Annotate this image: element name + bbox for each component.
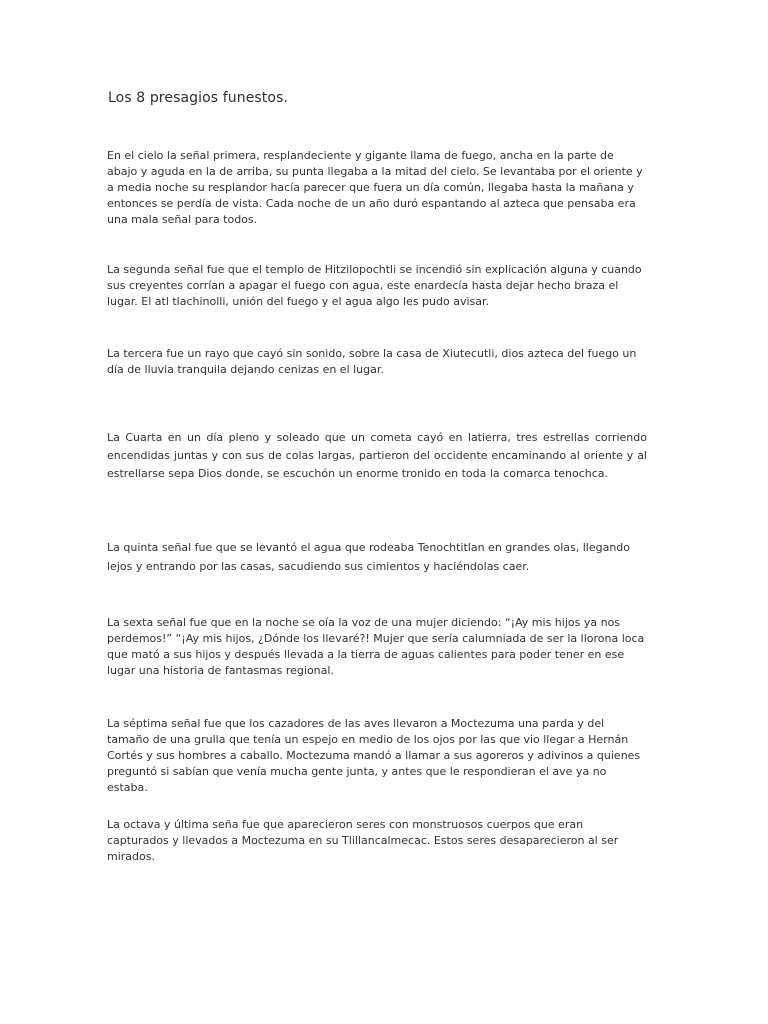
- paragraph-omen-5: La quinta señal fue que se levantó el agua que rodeaba Tenochtitlan en grandes olas, llegando lejos y entrando por las casas, sacudiendo sus cimientos y haciéndolas caer.: [107, 541, 631, 573]
- document-title: Los 8 presagios funestos.: [108, 90, 289, 106]
- paragraph-omen-2: La segunda señal fue que el templo de Hitzilopochtli se incendió sin explicación alguna y cuando sus creyentes corrían a apagar el fuego con agua, este enardecía hasta dejar hecho braza el lugar. El atl tlachinolli, unión del fuego y el agua algo les pudo avisar.: [107, 263, 642, 308]
- paragraph-omen-7: La séptima señal fue que los cazadores de las aves llevaron a Moctezuma una parda y del tamaño de una grulla que tenía un espejo en medio de los ojos por las que vio llegar a Hernán Cortés y sus hombres a caballo. Moctezuma mandó a llamar a sus agoreros y adivinos a quienes preguntó si sabían que venía mucha gente junta, y antes que le respondieran el ave ya no estaba.: [107, 717, 641, 794]
- paragraph-omen-1: En el cielo la señal primera, resplandeciente y gigante llama de fuego, ancha en la parte de abajo y aguda en la de arriba, su punta llegaba a la mitad del cielo. Se levantaba por el oriente y a media noche su resplandor hacía parecer que fuera un día común, llegaba hasta la mañana y entonces se perdía de vista. Cada noche de un año duró espantando al azteca que pensaba era una mala señal para todos.: [107, 149, 643, 226]
- paragraph-omen-4: La Cuarta en un día pleno y soleado que un cometa cayó en latierra, tres estrellas corriendo encendidas juntas y con sus de colas largas, partieron del occidente encaminando al oriente y al estrellarse sepa Dios donde, se escuchón un enorme tronido en toda la comarca tenochca.: [107, 431, 647, 480]
- paragraph-omen-6: La sexta señal fue que en la noche se oía la voz de una mujer diciendo: “¡Ay mis hijos ya nos perdemos!” “¡Ay mis hijos, ¿Dónde los llevaré?! Mujer que sería calumniada de ser la llorona loca que mató a sus hijos y después llevada a la tierra de aguas calientes para poder tener en ese lugar una historia de fantasmas regional.: [107, 616, 645, 677]
- paragraph-omen-3: La tercera fue un rayo que cayó sin sonido, sobre la casa de Xiutecutli, dios azteca del fuego un día de lluvia tranquila dejando cenizas en el lugar.: [107, 347, 637, 376]
- paragraph-omen-8: La octava y última seña fue que aparecieron seres con monstruosos cuerpos que eran capturados y llevados a Moctezuma en su Tlillancalmecac. Estos seres desaparecieron al ser mirados.: [107, 818, 619, 863]
